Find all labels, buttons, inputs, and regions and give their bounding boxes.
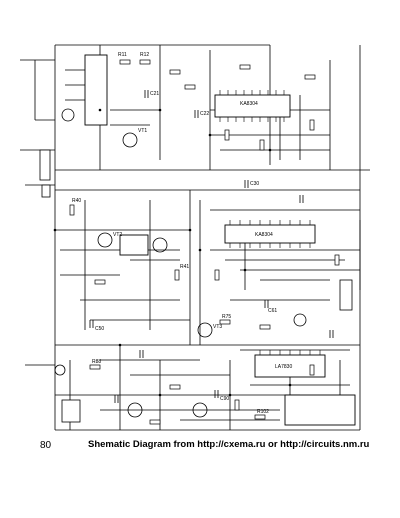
component-label: C90 [220,396,230,402]
component-label: R12 [140,52,150,58]
component-label: C22 [200,111,210,117]
ic-label: KA8304 [240,101,258,107]
component-label: R11 [118,52,127,58]
component-label: VT1 [138,128,148,134]
component-label: C61 [268,308,278,314]
page-number: 80 [40,440,52,451]
diagram-caption: Shematic Diagram from http://cxema.ru or http://circuits.nm.ru [88,439,370,450]
component-label: R41 [180,264,190,270]
ic-label: KA8304 [255,232,273,238]
component-label: R88 [92,359,102,365]
component-label: VT3 [213,324,223,330]
component-label: C30 [250,181,260,187]
component-label: R102 [257,409,269,415]
component-label: VT2 [113,232,123,238]
component-label: C21 [150,91,160,97]
component-label: R40 [72,198,82,204]
ic-label: LA7830 [275,364,293,370]
component-label: R75 [222,314,232,320]
component-label: C50 [95,326,105,332]
